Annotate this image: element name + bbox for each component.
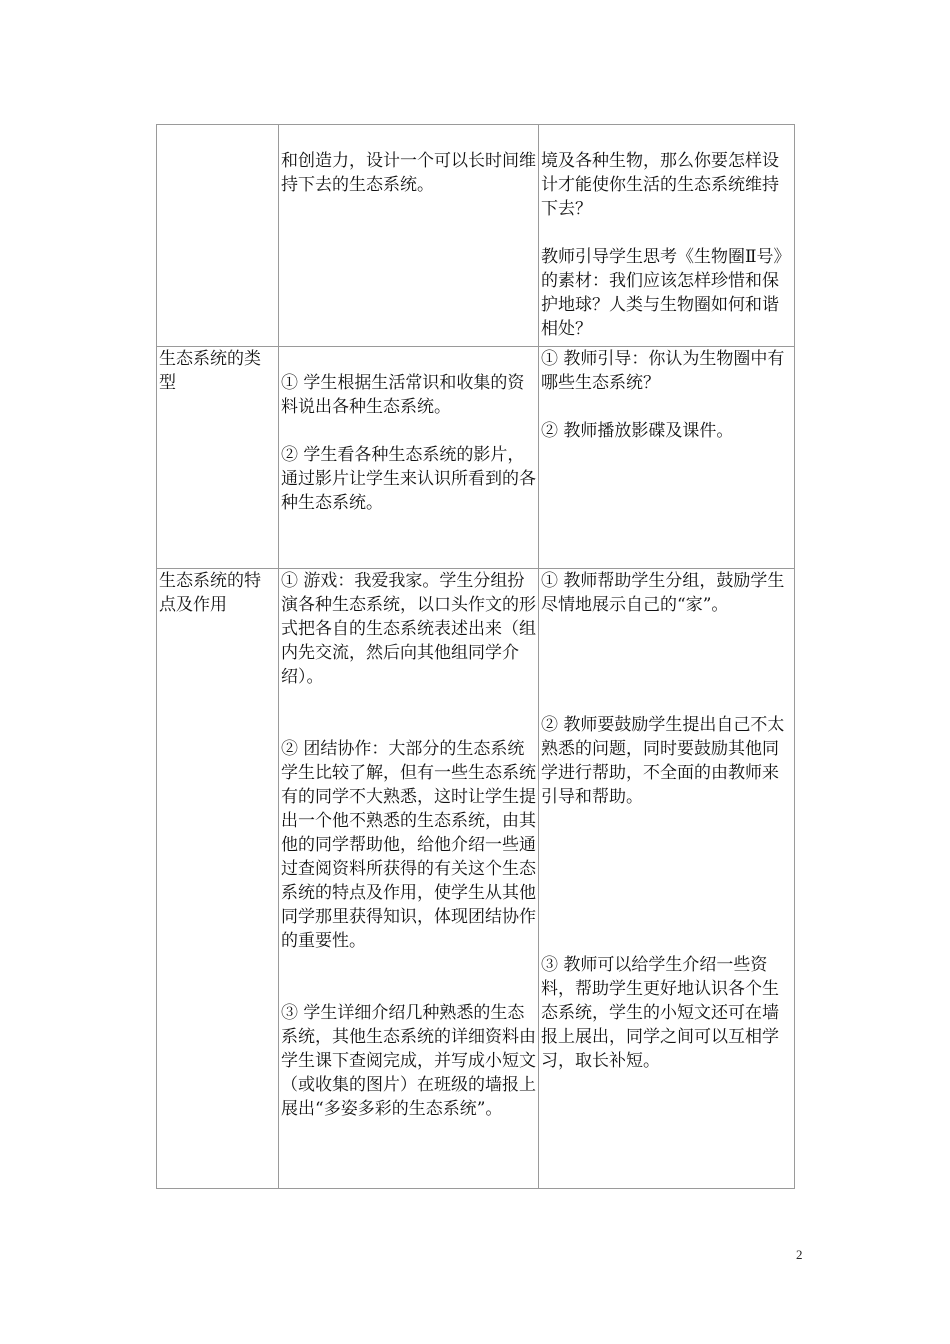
student-paragraph: ② 学生看各种生态系统的影片，通过影片让学生来认识所看到的各种生态系统。 bbox=[281, 445, 536, 513]
table-row bbox=[157, 569, 795, 1189]
teacher-activity-cell bbox=[539, 569, 795, 1189]
student-paragraph: ② 团结协作：大部分的生态系统学生比较了解，但有一些生态系统有的同学不大熟悉，这时让学生提出一个他不熟悉的生态系统，由其他的同学帮助他，给他介绍一些通过查阅资料所获得的有关这个生态系统的特点及作用，使学生从其他同学那里获得知识，体现团结协作的重要性。 bbox=[281, 739, 536, 951]
teacher-paragraph: ① 教师引导：你认为生物圈中有哪些生态系统？ bbox=[541, 349, 785, 393]
lesson-table bbox=[156, 124, 795, 1189]
student-paragraph: ① 游戏：我爱我家。学生分组扮演各种生态系统，以口头作文的形式把各自的生态系统表述出来（组内先交流，然后向其他组同学介绍）。 bbox=[281, 571, 536, 687]
teacher-paragraph: ② 教师播放影碟及课件。 bbox=[541, 421, 734, 441]
topic-cell bbox=[157, 125, 279, 347]
topic-cell: 生态系统的类型 bbox=[157, 347, 279, 569]
student-paragraph: 和创造力，设计一个可以长时间维持下去的生态系统。 bbox=[281, 151, 536, 195]
teacher-paragraph: 教师引导学生思考《生物圈Ⅱ号》的素材：我们应该怎样珍惜和保护地球？人类与生物圈如何和谐相处？ bbox=[541, 247, 791, 339]
student-activity-cell bbox=[279, 569, 539, 1189]
page-number: 2 bbox=[796, 1247, 803, 1262]
teacher-paragraph: ② 教师要鼓励学生提出自己不太熟悉的问题，同时要鼓励其他同学进行帮助，不全面的由教师来引导和帮助。 bbox=[541, 715, 785, 807]
student-activity-cell bbox=[279, 347, 539, 569]
student-paragraph: ③ 学生详细介绍几种熟悉的生态系统，其他生态系统的详细资料由学生课下查阅完成，并写成小短文（或收集的图片）在班级的墙报上展出“多姿多彩的生态系统”。 bbox=[281, 1003, 536, 1119]
student-paragraph: ① 学生根据生活常识和收集的资料说出各种生态系统。 bbox=[281, 373, 525, 417]
table-row bbox=[157, 347, 795, 569]
teacher-paragraph: 境及各种生物，那么你要怎样设计才能使你生活的生态系统维持下去？ bbox=[541, 151, 779, 219]
teacher-activity-cell bbox=[539, 347, 795, 569]
teacher-paragraph: ① 教师帮助学生分组，鼓励学生尽情地展示自己的“家”。 bbox=[541, 571, 785, 615]
student-activity-cell bbox=[279, 125, 539, 347]
topic-cell: 生态系统的特点及作用 bbox=[157, 569, 279, 1189]
teacher-activity-cell bbox=[539, 125, 795, 347]
table-row bbox=[157, 125, 795, 347]
teacher-paragraph: ③ 教师可以给学生介绍一些资料，帮助学生更好地认识各个生态系统，学生的小短文还可在墙报上展出，同学之间可以互相学习，取长补短。 bbox=[541, 955, 779, 1071]
